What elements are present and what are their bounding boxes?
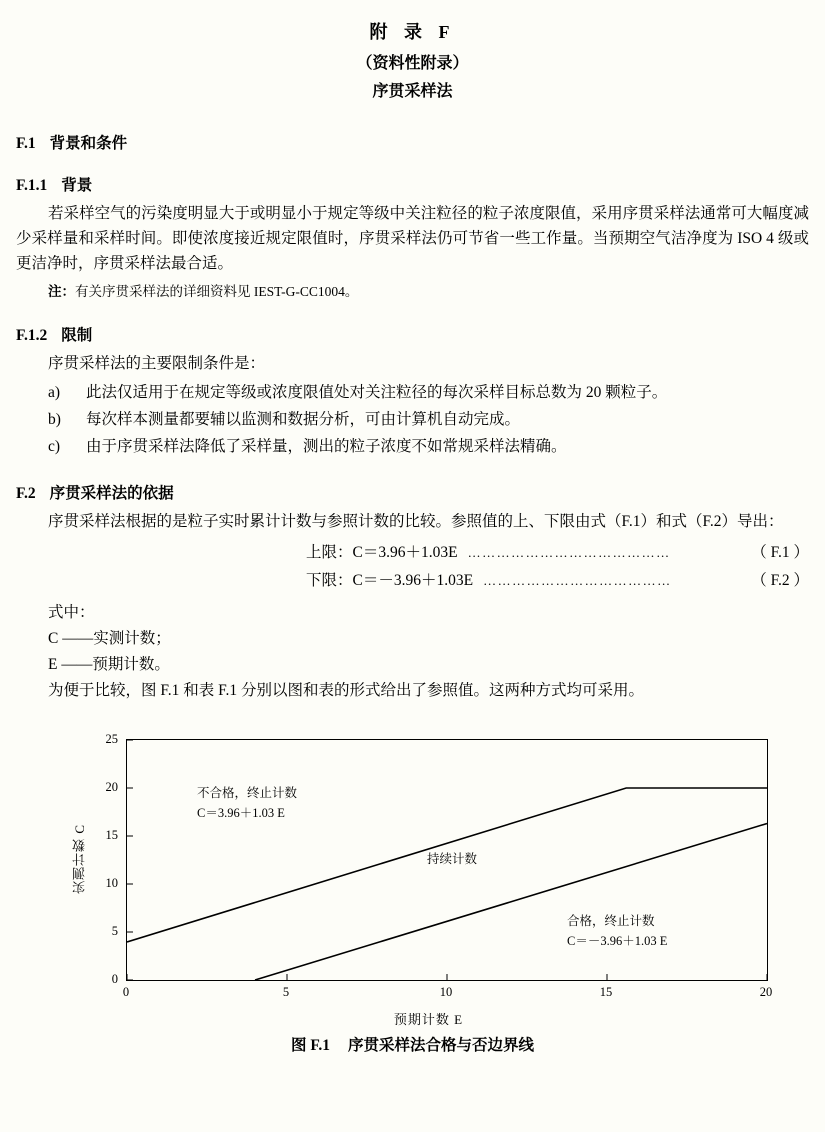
chart-series-lower-limit <box>255 824 767 981</box>
note-label: 注： <box>48 284 75 300</box>
chart-y-tick: 0 <box>111 972 118 987</box>
chart-x-tick: 10 <box>439 985 453 1000</box>
chart-plot-area <box>126 739 768 981</box>
list-item <box>48 380 809 405</box>
chart-annotation-reject-line2: C＝3.96＋1.03 E <box>197 805 285 820</box>
formula-leader-dots: ………………………………… <box>483 573 672 589</box>
figure-caption <box>16 1033 809 1055</box>
chart-x-tick: 20 <box>759 985 773 1000</box>
paragraph-limits-intro: 序贯采样法的主要限制条件是： <box>48 354 266 372</box>
section-title-f11: 背景 <box>61 177 93 194</box>
section-number-f11: F.1.1 <box>16 177 48 194</box>
section-heading-f2 <box>16 481 809 503</box>
note-text: 有关序贯采样法的详细资料见 IEST-G-CC1004。 <box>75 284 359 300</box>
paragraph-basis: 序贯采样法根据的是粒子实时累计计数与参照计数的比较。参照值的上、下限由式（F.1）和式（F.2）导出： <box>48 513 784 531</box>
definition-e: E ——预期计数。 <box>48 656 170 674</box>
chart-y-tick: 10 <box>105 876 118 891</box>
list-marker-c: c) <box>48 437 61 455</box>
chart-y-tick: 25 <box>105 732 118 747</box>
chart-x-tick: 15 <box>599 985 613 1000</box>
formula-lower-tag: （ F.2 ） <box>751 572 809 590</box>
paragraph-background: 若采样空气的污染度明显大于或明显小于规定等级中关注粒径的粒子浓度限值，采用序贯采样法通常可大幅度减少采样量和采样时间。即使浓度接近规定限值时，序贯采样法仍可节省一些工作量。当预期空气洁净度为 ISO 4 级或更洁净时，序贯采样法最合适。 <box>16 205 809 273</box>
section-heading-f1 <box>16 131 809 153</box>
chart-y-tick: 5 <box>111 924 118 939</box>
section-number-f2: F.2 <box>16 485 36 503</box>
chart-annotation-reject <box>197 784 297 823</box>
figure-caption-number: 图 F.1 <box>290 1037 331 1055</box>
list-text-c: 由于序贯采样法降低了采样量，测出的粒子浓度不如常规采样法精确。 <box>86 437 567 455</box>
section-title-f2: 序贯采样法的依据 <box>49 485 174 503</box>
chart-annotation-accept <box>567 912 667 951</box>
page-subtitle-secondary: 序贯采样法 <box>372 83 453 100</box>
section-heading-f12 <box>16 323 809 345</box>
section-heading-f11 <box>16 173 809 195</box>
chart-annotation-accept-line2: C＝－3.96＋1.03 E <box>567 933 668 948</box>
formula-lower-limit <box>16 568 809 590</box>
chart-x-tick: 0 <box>122 985 130 1000</box>
section-title-f1: 背景和条件 <box>49 135 128 152</box>
definition-c: C ——实测计数； <box>48 630 171 648</box>
list-text-b: 每次样本测量都要辅以监测和数据分析，可由计算机自动完成。 <box>86 410 521 428</box>
page-subtitle: （资料性附录） <box>356 55 469 72</box>
list-item <box>48 407 809 432</box>
chart-x-axis-label: 预期计数 E <box>393 1012 464 1028</box>
list-marker-b: b) <box>48 410 61 428</box>
figure-container <box>16 729 809 1028</box>
formula-upper-expression: 上限：C＝3.96＋1.03E <box>306 544 458 562</box>
chart-y-tick: 20 <box>105 780 118 795</box>
formula-lower-expression: 下限：C＝－3.96＋1.03E <box>306 572 474 590</box>
formula-leader-dots: …………………………………… <box>467 545 671 561</box>
chart-y-tick: 15 <box>105 828 118 843</box>
section-number-f1: F.1 <box>16 135 36 152</box>
list-marker-a: a) <box>48 383 61 401</box>
paragraph-comparison: 为便于比较，图 F.1 和表 F.1 分别以图和表的形式给出了参照值。这两种方式均可采用。 <box>48 682 645 700</box>
section-number-f12: F.1.2 <box>16 326 48 344</box>
list-text-a: 此法仅适用于在规定等级或浓度限值处对关注粒径的每次采样目标总数为 20 颗粒子。 <box>86 383 668 401</box>
figure-caption-text: 序贯采样法合格与否边界线 <box>348 1037 535 1055</box>
section-title-f12: 限制 <box>61 326 93 344</box>
formula-upper-limit <box>16 540 809 562</box>
chart-annotation-continue <box>427 850 477 869</box>
note-background <box>48 282 809 302</box>
formula-upper-tag: （ F.1 ） <box>751 544 809 562</box>
chart-annotation-accept-line1: 合格，终止计数 <box>567 914 655 929</box>
where-label: 式中： <box>48 604 95 622</box>
chart-y-axis-label: 实测计数 C <box>72 824 87 895</box>
chart-x-tick: 5 <box>282 985 290 1000</box>
chart-annotation-reject-line1: 不合格，终止计数 <box>197 786 298 801</box>
chart-annotation-continue-line1: 持续计数 <box>427 852 478 867</box>
page-title: 附 录 F <box>369 22 456 42</box>
list-item <box>48 434 809 459</box>
